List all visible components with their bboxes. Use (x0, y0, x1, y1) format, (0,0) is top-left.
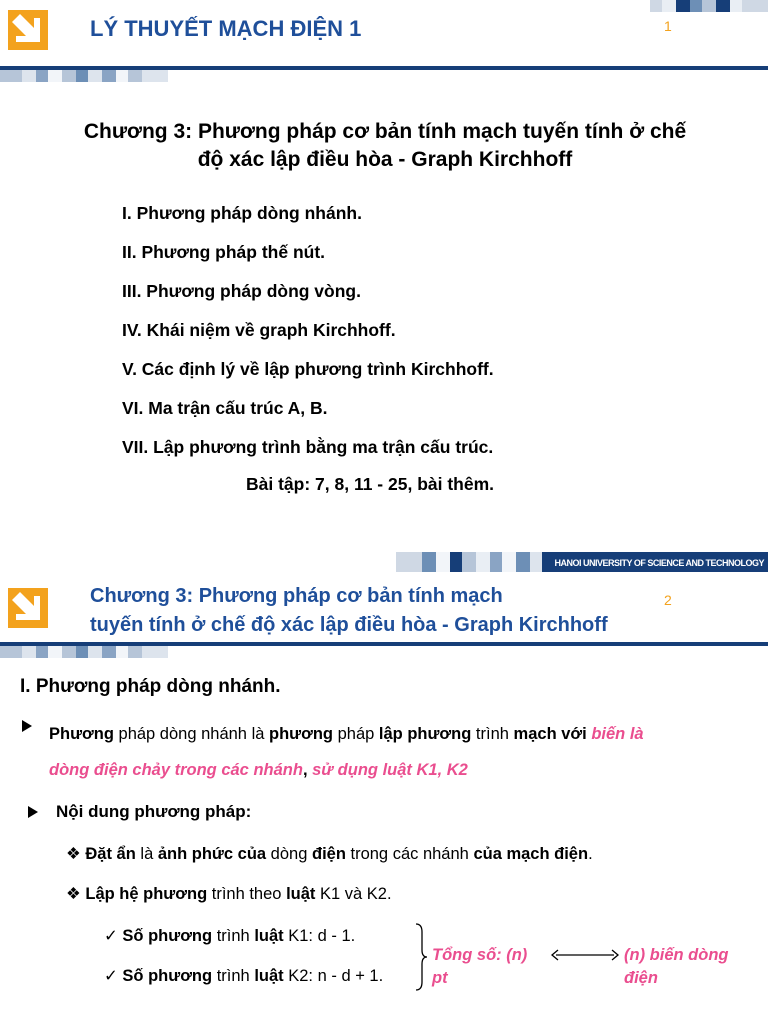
section-title: I. Phương pháp dòng nhánh. (20, 676, 281, 697)
table-of-contents (122, 200, 494, 473)
slide-gap (0, 530, 768, 548)
slide-2 (0, 548, 768, 1024)
checkmark-icon: ✓ (104, 927, 118, 945)
toc-item: III. Phương pháp dòng vòng. (122, 281, 361, 301)
variables-count-note: (n) biến dòng điện (624, 946, 729, 987)
diamond-bullet-icon: ❖ (66, 845, 81, 863)
sub-bullet-equations: ❖ Lập hệ phương trình theo luật K1 và K2. (66, 885, 392, 903)
university-name: HANOI UNIVERSITY OF SCIENCE AND TECHNOLOGY (554, 558, 764, 568)
toc-item: I. Phương pháp dòng nhánh. (122, 203, 362, 223)
bullet-definition: Phương pháp dòng nhánh là phương pháp lập phương trình mạch với biến là dòng điện chảy trong các nhánh, sử dụng luật K1, K2 (49, 725, 644, 779)
decorative-strip-top (636, 0, 768, 12)
course-title: LÝ THUYẾT MẠCH ĐIỆN 1 (90, 16, 362, 41)
chapter-title-line-2: độ xác lập điều hòa - Graph Kirchhoff (197, 148, 573, 171)
toc-item: II. Phương pháp thế nút. (122, 242, 326, 262)
arrow-bullet-icon (28, 806, 38, 818)
chapter-title (30, 118, 740, 174)
arrow-logo-icon (8, 10, 48, 50)
arrow-bullet-icon (22, 720, 32, 732)
slide-2-title-line-2: tuyến tính ở chế độ xác lập điều hòa - Graph Kirchhoff (90, 614, 608, 636)
checkmark-icon: ✓ (104, 967, 118, 985)
decorative-strip-bottom (0, 70, 168, 82)
right-brace-icon (414, 922, 428, 992)
double-arrow-icon (550, 948, 620, 962)
page-number: 2 (664, 592, 672, 608)
slide-2-title (90, 582, 608, 640)
decorative-strip-bottom (0, 646, 168, 658)
sub-bullet-unknowns: ❖ Đặt ẩn là ảnh phức của dòng điện trong các nhánh của mạch điện. (66, 845, 593, 863)
toc-item: VII. Lập phương trình bằng ma trận cấu trúc. (122, 437, 494, 457)
toc-item: V. Các định lý về lập phương trình Kirchhoff. (122, 359, 494, 379)
toc-item: VI. Ma trận cấu trúc A, B. (122, 398, 328, 418)
total-count-note: Tổng số: (n) pt (432, 946, 528, 987)
homework-line: Bài tập: 7, 8, 11 - 25, bài thêm. (246, 474, 495, 494)
chapter-title-line-1: Chương 3: Phương pháp cơ bản tính mạch tuyến tính ở chế (83, 120, 687, 143)
arrow-logo-icon (8, 588, 48, 628)
page-number: 1 (664, 18, 672, 34)
check-item-k1: ✓ Số phương trình luật K1: d - 1. (104, 927, 356, 945)
toc-item: IV. Khái niệm về graph Kirchhoff. (122, 320, 396, 340)
slide-2-title-line-1: Chương 3: Phương pháp cơ bản tính mạch (90, 585, 503, 607)
check-item-k2: ✓ Số phương trình luật K2: n - d + 1. (104, 967, 384, 985)
diamond-bullet-icon: ❖ (66, 885, 81, 903)
method-content-heading: Nội dung phương pháp: (56, 802, 252, 821)
university-band (396, 552, 768, 572)
